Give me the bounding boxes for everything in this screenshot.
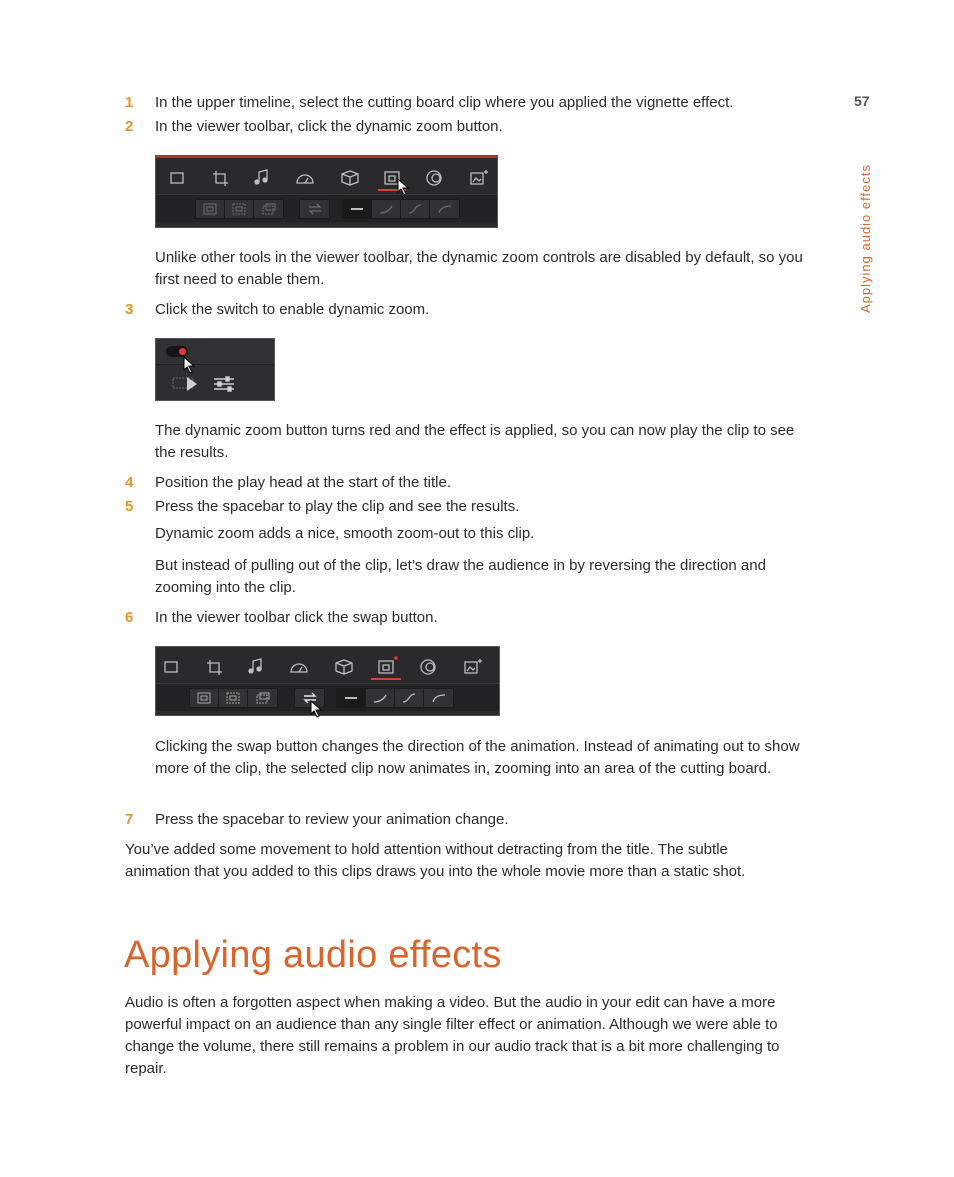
- viewer-toolbar-screenshot-1: [155, 155, 498, 228]
- page-number: 57: [854, 93, 870, 109]
- fx-icon[interactable]: [465, 659, 482, 673]
- toolbar-top-line: [156, 156, 497, 158]
- zoom-mode-button[interactable]: [254, 200, 283, 218]
- step-number: 3: [125, 301, 134, 318]
- dynamic-zoom-switch-screenshot: [155, 338, 275, 401]
- active-tab-underline: [371, 678, 401, 680]
- step-text: In the viewer toolbar click the swap button.: [155, 609, 438, 626]
- section-heading: Applying audio effects: [124, 934, 502, 976]
- step-number: 2: [125, 118, 134, 135]
- section-intro-paragraph: Audio is often a forgotten aspect when making a video. But the audio in your edit can have a more powerful impact on an audience than any single filter effect or animation. Although we were able to change the volume, there still remains a problem in our audio track that is a bit more challenging to repair.: [125, 994, 780, 1077]
- toggle-dot: [179, 348, 186, 355]
- ease-in-out-button[interactable]: [401, 200, 430, 218]
- speed-icon[interactable]: [297, 175, 313, 183]
- step-text: Press the spacebar to review your animation change.: [155, 811, 509, 828]
- transform-icon[interactable]: [171, 173, 183, 183]
- zoom-mode-button[interactable]: [225, 200, 254, 218]
- switch-bar: [156, 339, 274, 365]
- viewer-toolbar-screenshot-2: [155, 646, 500, 716]
- speed-icon[interactable]: [291, 664, 307, 672]
- step-text: Position the play head at the start of the title.: [155, 474, 452, 491]
- step-text: In the upper timeline, select the cutting board clip where you applied the vignette effect.: [155, 94, 734, 111]
- mouse-cursor-icon: [310, 700, 324, 718]
- zoom-mode-group: [195, 199, 284, 219]
- step-number: 7: [125, 811, 134, 828]
- zoom-mode-group: [189, 688, 278, 708]
- ease-linear-button[interactable]: [337, 689, 366, 707]
- ease-out-button[interactable]: [424, 689, 453, 707]
- zoom-mode-button[interactable]: [196, 200, 225, 218]
- stabilize-icon[interactable]: [342, 171, 358, 185]
- swap-group: [299, 199, 330, 219]
- swap-button[interactable]: [300, 200, 329, 218]
- dynamic-zoom-controls-row: [156, 194, 497, 222]
- step-text: Click the switch to enable dynamic zoom.: [155, 301, 430, 318]
- paragraph-after-step-5-b: But instead of pulling out of the clip, let’s draw the audience in by reversing the direction and zooming into the clip.: [155, 557, 766, 596]
- sliders-icon[interactable]: [214, 377, 234, 391]
- transform-icon[interactable]: [165, 662, 177, 672]
- step-text: In the viewer toolbar, click the dynamic zoom button.: [155, 118, 503, 135]
- paragraph-after-step-2: Unlike other tools in the viewer toolbar, the dynamic zoom controls are disabled by default, so you first need to enable them.: [155, 249, 803, 288]
- step-number: 4: [125, 474, 134, 491]
- paragraph-after-step-6: Clicking the swap button changes the direction of the animation. Instead of animating out to show more of the clip, the selected clip now animates in, zooming into an area of the cutting board.: [155, 738, 800, 777]
- switch-controls-row: [156, 366, 276, 402]
- ease-in-button[interactable]: [372, 200, 401, 218]
- crop-icon[interactable]: [213, 171, 228, 186]
- active-indicator-dot: [394, 656, 398, 660]
- closing-paragraph: You’ve added some movement to hold attention without detracting from the title. The subtle animation that you added to this clips draws you into the whole movie more than a static shot.: [125, 841, 746, 880]
- zoom-mode-button[interactable]: [190, 689, 219, 707]
- filmstrip-play-icon[interactable]: [173, 377, 197, 391]
- crop-icon[interactable]: [207, 660, 222, 675]
- section-side-header: Applying audio effects: [858, 164, 873, 313]
- fx-icon[interactable]: [471, 170, 488, 184]
- ease-group: [336, 688, 454, 708]
- stabilize-icon[interactable]: [336, 660, 352, 674]
- dynamic-zoom-controls-row: [156, 683, 499, 711]
- ease-out-button[interactable]: [430, 200, 459, 218]
- step-number: 1: [125, 94, 134, 111]
- audio-icon[interactable]: [249, 659, 261, 673]
- ease-in-button[interactable]: [366, 689, 395, 707]
- zoom-mode-button[interactable]: [219, 689, 248, 707]
- audio-icon[interactable]: [255, 170, 267, 184]
- color-icon[interactable]: [427, 171, 441, 185]
- ease-in-out-button[interactable]: [395, 689, 424, 707]
- ease-linear-button[interactable]: [343, 200, 372, 218]
- paragraph-after-step-5-a: Dynamic zoom adds a nice, smooth zoom-out to this clip.: [155, 525, 535, 542]
- step-text: Press the spacebar to play the clip and see the results.: [155, 498, 520, 515]
- step-number: 5: [125, 498, 134, 515]
- color-icon[interactable]: [421, 660, 435, 674]
- toolbar-icons-row: [156, 160, 499, 196]
- ease-group: [342, 199, 460, 219]
- dynamic-zoom-icon[interactable]: [379, 661, 393, 673]
- zoom-mode-button[interactable]: [248, 689, 277, 707]
- toolbar-icons-row: [156, 649, 501, 685]
- paragraph-after-step-3: The dynamic zoom button turns red and the effect is applied, so you can now play the clip to see the results.: [155, 422, 795, 461]
- step-number: 6: [125, 609, 134, 626]
